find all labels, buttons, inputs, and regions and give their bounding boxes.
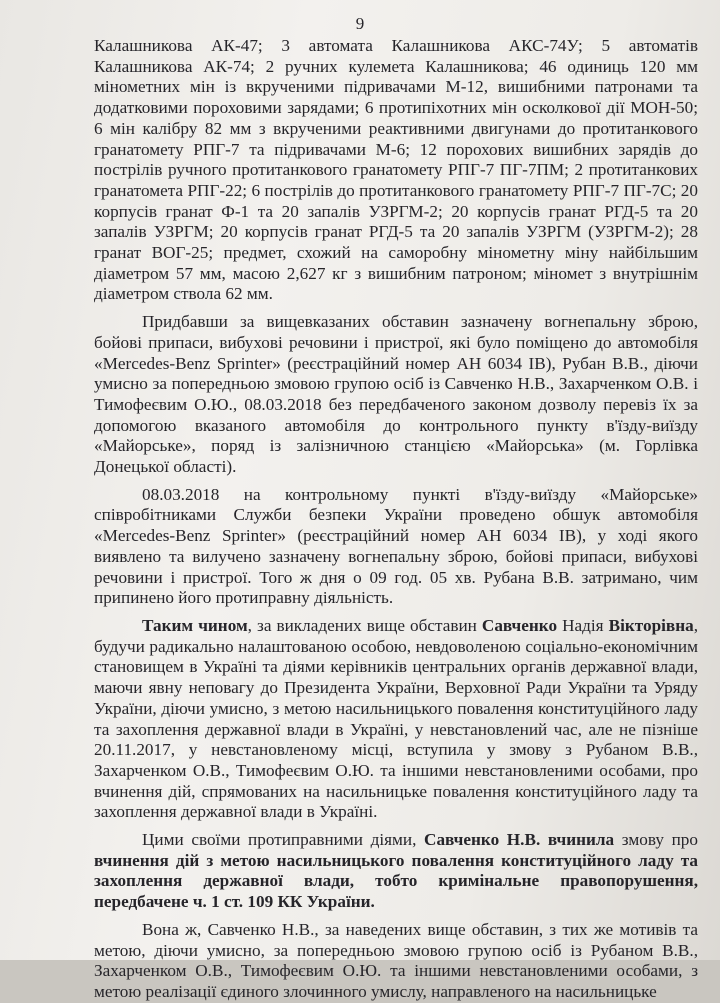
text-run: Вона ж, Савченко Н.В., за наведених вище обставин, з тих же мотивів та метою, діючи умисно, за попередньою змовою групою осіб із Рубаном В.В., Захарченком О.В., Тимофеєвим О.Ю. та іншими невстановленими особами, з метою реалізації єдиного злочинного умислу, направленого на насильницьке (94, 919, 698, 1001)
paragraph-2 (94, 312, 698, 478)
text-run: Надія (557, 615, 609, 635)
bold-text-run: Савченко (481, 615, 558, 635)
text-run: Калашникова АК-47; 3 автомата Калашникова АКС-74У; 5 автоматів Калашникова АК-74; 2 ручних кулемета Калашникова; 46 одиниць 120 мм мінометних мін із вкрученими підривачами М-12, вишибними патронами та додатковими пороховими зарядами; 6 протипіхотних мін осколкової дії МОН-50; 6 мін калібру 82 мм з вкрученими реактивними двигунами до протитанкового гранатомету РПГ-7 та підривачами М-6; 12 порохових вишибних зарядів до пострілів ручного протитанкового гранатомету РПГ-7 ПГ-7ПМ; 2 протитанкових гранатомета РПГ-22; 6 пострілів до протитанкового гранатомету РПГ-7 ПГ-7С; 20 корпусів гранат Ф-1 та 20 запалів УЗРГМ-2; 20 корпусів гранат РГД-5 та 20 запалів УЗРГМ; 20 корпусів гранат РГД-5 та 20 запалів УЗРГМ (УЗРГМ-2); 28 гранат ВОГ-25; предмет, схожий на саморобну мінометну міну найбільшим діаметром 57 мм, масою 2,627 кг з вишибним патроном; міномет з внутрішнім діаметром ствола 62 мм. (94, 36, 698, 304)
text-run: Цими своїми протиправними діями, (142, 830, 425, 850)
paragraph-3 (94, 485, 698, 609)
bold-text-run: вчинення дій з метою насильницького повалення конституційного ладу та захоплення державної влади, тобто кримінальне правопорушення, передбачене ч. 1 ст. 109 КК України. (94, 850, 698, 912)
bold-text-run: Таким чином (142, 615, 248, 635)
bold-text-run: Савченко Н.В. вчинила (424, 830, 615, 850)
paragraph-4 (94, 616, 698, 823)
paragraph-1 (94, 36, 698, 305)
bold-text-run: Вікторівна (608, 615, 694, 635)
paragraph-6 (94, 920, 698, 1003)
document-body (94, 36, 698, 1003)
page-number: 9 (355, 14, 365, 33)
text-run: змову про (614, 830, 698, 850)
paragraph-5 (94, 830, 698, 913)
text-run: , за викладених вище обставин (247, 615, 482, 635)
text-run: , будучи радикально налаштованою особою, невдоволеною соціально-економічним становищем в Україні та діями керівників центральних органів державної влади, маючи явну неповагу до Президента України, Верховної Ради України та Уряду України, діючи умисно, з метою насильницького повалення конституційного ладу та захоплення державної влади в Україні, у невстановлений час, але не пізніше 20.11.2017, у невстановленому місці, вступила у змову з Рубаном В.В., Захарченком О.В., Тимофеєвим О.Ю. та іншими невстановленими особами, про вчинення дій, спрямованих на насильницьке повалення конституційного ладу та захоплення державної влади в Україні. (94, 615, 698, 822)
text-run: 08.03.2018 на контрольному пункті в'їзду-виїзду «Майорське» співробітниками Служби безпеки України проведено обшук автомобіля «Mercedes-Benz Sprinter» (реєстраційний номер АН 6034 ІВ), у ході якого виявлено та вилучено зазначену вогнепальну зброю, бойові припаси, вибухові речовини і пристрої. Того ж дня о 09 год. 05 хв. Рубана В.В. затримано, чим припинено його протиправну діяльність. (94, 484, 698, 608)
text-run: Придбавши за вищевказаних обставин зазначену вогнепальну зброю, бойові припаси, вибухові речовини і пристрої, які було поміщено до автомобіля «Mercedes-Benz Sprinter» (реєстраційний номер АН 6034 ІВ), Рубан В.В., діючи умисно за попередньою змовою групою осіб із Савченко Н.В., Захарченком О.В. і Тимофеєвим О.Ю., 08.03.2018 без передбаченого законом дозволу перевіз їх за допомогою вказаного автомобіля до контрольного пункту в'їзду-виїзду «Майорське», поряд із залізничною станцією «Майорська» (м. Горлівка Донецької області). (94, 312, 698, 477)
